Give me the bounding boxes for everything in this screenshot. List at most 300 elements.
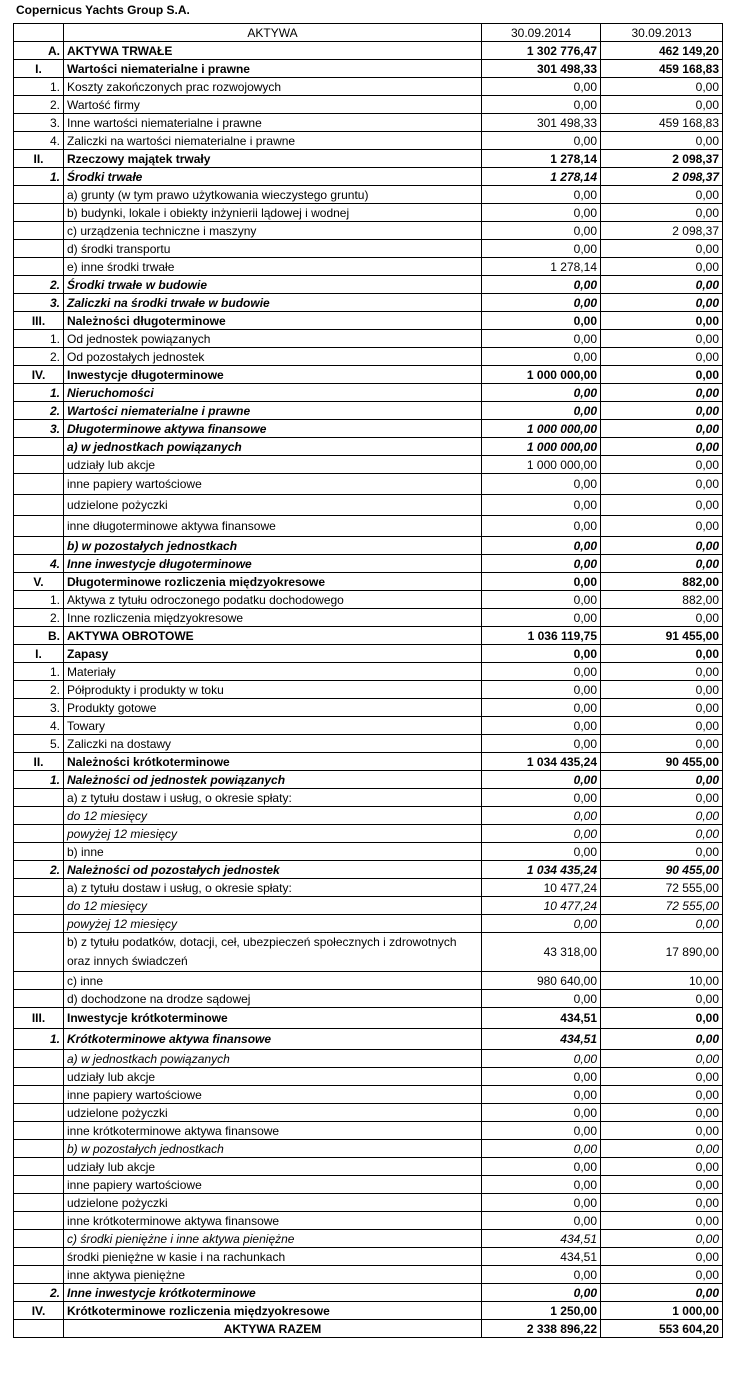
value-2013: 0,00 [601,78,723,96]
total-2013: 553 604,20 [601,1320,723,1338]
table-row [14,735,723,753]
value-2014: 0,00 [482,276,601,294]
row-number [14,1266,64,1284]
row-number [14,879,64,897]
row-number [14,474,64,495]
value-2014: 0,00 [482,330,601,348]
table-row [14,591,723,609]
row-number [14,204,64,222]
row-label: b) inne [64,843,482,861]
value-2014: 0,00 [482,1140,601,1158]
value-2013: 0,00 [601,825,723,843]
value-2013: 0,00 [601,681,723,699]
table-row [14,438,723,456]
row-number [14,258,64,276]
row-number: 3. [14,699,64,717]
table-row [14,933,723,972]
row-number [14,1050,64,1068]
row-number: I. [14,645,64,663]
value-2013: 0,00 [601,1008,723,1029]
value-2014: 10 477,24 [482,879,601,897]
row-label: Środki trwałe w budowie [64,276,482,294]
row-label: Inne wartości niematerialne i prawne [64,114,482,132]
row-label: Środki trwałe [64,168,482,186]
table-row [14,1140,723,1158]
row-label: Aktywa z tytułu odroczonego podatku dochodowego [64,591,482,609]
value-2013: 90 455,00 [601,753,723,771]
value-2013: 0,00 [601,402,723,420]
row-number: II. [14,753,64,771]
value-2014: 43 318,00 [482,933,601,972]
value-2014: 0,00 [482,915,601,933]
value-2013: 882,00 [601,591,723,609]
row-number: B. [14,627,64,645]
table-row [14,330,723,348]
row-number: 3. [14,294,64,312]
value-2014: 0,00 [482,516,601,537]
value-2013: 0,00 [601,807,723,825]
table-row [14,1248,723,1266]
value-2014: 434,51 [482,1248,601,1266]
value-2013: 0,00 [601,1230,723,1248]
table-row [14,366,723,384]
row-label: inne aktywa pieniężne [64,1266,482,1284]
table-row [14,717,723,735]
value-2014: 0,00 [482,807,601,825]
row-label: inne długoterminowe aktywa finansowe [64,516,482,537]
value-2014: 1 000 000,00 [482,456,601,474]
value-2013: 0,00 [601,1266,723,1284]
row-label: Należności długoterminowe [64,312,482,330]
value-2013: 0,00 [601,1086,723,1104]
value-2014: 1 278,14 [482,258,601,276]
row-number: 1. [14,663,64,681]
table-row [14,420,723,438]
value-2014: 1 278,14 [482,168,601,186]
row-label: Należności od jednostek powiązanych [64,771,482,789]
value-2013: 0,00 [601,735,723,753]
row-label: Długoterminowe aktywa finansowe [64,420,482,438]
table-row [14,96,723,114]
value-2013: 0,00 [601,474,723,495]
table-row [14,645,723,663]
row-number [14,1194,64,1212]
table-row [14,78,723,96]
row-number: 3. [14,114,64,132]
value-2014: 0,00 [482,717,601,735]
value-2014: 10 477,24 [482,897,601,915]
row-number: 1. [14,78,64,96]
value-2013: 0,00 [601,1140,723,1158]
value-2014: 1 000 000,00 [482,366,601,384]
row-number: 1. [14,168,64,186]
value-2013: 0,00 [601,312,723,330]
row-label: Inne inwestycje krótkoterminowe [64,1284,482,1302]
row-number: 3. [14,420,64,438]
row-label: udzielone pożyczki [64,1104,482,1122]
row-number: V. [14,573,64,591]
row-number [14,1068,64,1086]
table-row [14,495,723,516]
value-2014: 0,00 [482,240,601,258]
row-label: c) urządzenia techniczne i maszyny [64,222,482,240]
table-row [14,42,723,60]
table-row [14,186,723,204]
value-2013: 0,00 [601,1194,723,1212]
value-2014: 434,51 [482,1008,601,1029]
row-number [14,915,64,933]
value-2014: 1 000 000,00 [482,438,601,456]
row-label: Wartości niematerialne i prawne [64,60,482,78]
table-row [14,60,723,78]
value-2014: 0,00 [482,1212,601,1230]
table-row [14,1029,723,1050]
table-row [14,807,723,825]
row-label: inne papiery wartościowe [64,1176,482,1194]
value-2014: 980 640,00 [482,972,601,990]
row-label: udzielone pożyczki [64,1194,482,1212]
value-2014: 0,00 [482,681,601,699]
row-number [14,516,64,537]
table-row [14,240,723,258]
value-2014: 1 036 119,75 [482,627,601,645]
row-label: udzielone pożyczki [64,495,482,516]
value-2013: 2 098,37 [601,222,723,240]
table-row [14,990,723,1008]
row-label: powyżej 12 miesięcy [64,825,482,843]
value-2013: 0,00 [601,1284,723,1302]
row-label: Wartość firmy [64,96,482,114]
table-row [14,972,723,990]
row-number: IV. [14,1302,64,1320]
value-2014: 301 498,33 [482,114,601,132]
row-label: c) środki pieniężne i inne aktywa pieniężne [64,1230,482,1248]
row-number: 2. [14,609,64,627]
row-label: Produkty gotowe [64,699,482,717]
total-label: AKTYWA RAZEM [64,1320,482,1338]
row-label: inne papiery wartościowe [64,474,482,495]
table-row [14,663,723,681]
table-row [14,1086,723,1104]
row-label: Koszty zakończonych prac rozwojowych [64,78,482,96]
row-number [14,438,64,456]
table-row [14,753,723,771]
row-label: do 12 miesięcy [64,807,482,825]
row-label: d) środki transportu [64,240,482,258]
row-number [14,456,64,474]
table-row [14,168,723,186]
value-2014: 0,00 [482,1086,601,1104]
row-label: Długoterminowe rozliczenia międzyokresowe [64,573,482,591]
row-label: Inwestycje długoterminowe [64,366,482,384]
value-2014: 0,00 [482,78,601,96]
table-row [14,276,723,294]
table-row [14,573,723,591]
value-2014: 1 302 776,47 [482,42,601,60]
value-2013: 0,00 [601,663,723,681]
value-2014: 0,00 [482,573,601,591]
value-2014: 0,00 [482,825,601,843]
row-label: Należności od pozostałych jednostek [64,861,482,879]
row-label: Zaliczki na wartości niematerialne i prawne [64,132,482,150]
value-2013: 72 555,00 [601,879,723,897]
value-2014: 0,00 [482,1194,601,1212]
total-row [14,1320,723,1338]
row-number: 1. [14,330,64,348]
row-label: środki pieniężne w kasie i na rachunkach [64,1248,482,1266]
table-row [14,843,723,861]
row-label: Rzeczowy majątek trwały [64,150,482,168]
value-2013: 0,00 [601,1029,723,1050]
row-number [14,240,64,258]
table-row [14,555,723,573]
row-number: 2. [14,348,64,366]
table-row [14,132,723,150]
row-label: Inne inwestycje długoterminowe [64,555,482,573]
value-2013: 0,00 [601,1104,723,1122]
row-number [14,1248,64,1266]
value-2014: 0,00 [482,294,601,312]
table-row [14,861,723,879]
value-2014: 0,00 [482,990,601,1008]
value-2013: 0,00 [601,990,723,1008]
row-label: do 12 miesięcy [64,897,482,915]
table-row [14,456,723,474]
value-2013: 0,00 [601,186,723,204]
row-number: I. [14,60,64,78]
row-number: 4. [14,555,64,573]
company-name: Copernicus Yachts Group S.A. [16,3,190,17]
value-2013: 0,00 [601,1248,723,1266]
row-number [14,843,64,861]
table-row [14,825,723,843]
value-2013: 0,00 [601,384,723,402]
header-2014: 30.09.2014 [482,24,601,42]
row-number: 4. [14,717,64,735]
table-row [14,516,723,537]
table-row [14,609,723,627]
row-number: IV. [14,366,64,384]
row-number [14,1122,64,1140]
table-row [14,348,723,366]
row-label: Towary [64,717,482,735]
row-label: d) dochodzone na drodze sądowej [64,990,482,1008]
row-number: 1. [14,591,64,609]
value-2014: 0,00 [482,609,601,627]
row-number [14,933,64,972]
row-number: 4. [14,132,64,150]
value-2013: 0,00 [601,1158,723,1176]
value-2013: 0,00 [601,1176,723,1194]
value-2013: 0,00 [601,366,723,384]
value-2013: 459 168,83 [601,60,723,78]
header-no-cell [14,24,64,42]
total-no-cell [14,1320,64,1338]
row-number [14,1140,64,1158]
value-2013: 0,00 [601,1212,723,1230]
row-number [14,537,64,555]
row-label: Krótkoterminowe rozliczenia międzyokresowe [64,1302,482,1320]
row-number [14,1086,64,1104]
value-2013: 0,00 [601,240,723,258]
table-row [14,312,723,330]
row-label: a) w jednostkach powiązanych [64,1050,482,1068]
value-2013: 0,00 [601,537,723,555]
value-2014: 0,00 [482,843,601,861]
row-number [14,222,64,240]
value-2014: 301 498,33 [482,60,601,78]
row-label: inne krótkoterminowe aktywa finansowe [64,1212,482,1230]
table-row [14,1050,723,1068]
value-2014: 434,51 [482,1029,601,1050]
value-2013: 17 890,00 [601,933,723,972]
value-2013: 0,00 [601,699,723,717]
row-number: 2. [14,1284,64,1302]
row-label: Zaliczki na środki trwałe w budowie [64,294,482,312]
table-row [14,789,723,807]
value-2014: 0,00 [482,771,601,789]
row-label: powyżej 12 miesięcy [64,915,482,933]
value-2014: 1 034 435,24 [482,753,601,771]
value-2013: 1 000,00 [601,1302,723,1320]
value-2013: 0,00 [601,789,723,807]
value-2013: 0,00 [601,276,723,294]
value-2014: 434,51 [482,1230,601,1248]
row-number [14,1104,64,1122]
row-number [14,1230,64,1248]
value-2014: 0,00 [482,645,601,663]
value-2014: 0,00 [482,555,601,573]
table-row [14,1176,723,1194]
value-2013: 0,00 [601,438,723,456]
row-label: b) budynki, lokale i obiekty inżynierii lądowej i wodnej [64,204,482,222]
table-row [14,1212,723,1230]
row-number: 2. [14,96,64,114]
row-label: Materiały [64,663,482,681]
table-row [14,681,723,699]
value-2013: 0,00 [601,1068,723,1086]
value-2014: 0,00 [482,495,601,516]
row-label: Od jednostek powiązanych [64,330,482,348]
row-number [14,789,64,807]
value-2014: 0,00 [482,204,601,222]
table-row [14,294,723,312]
value-2013: 0,00 [601,420,723,438]
row-number [14,897,64,915]
value-2013: 10,00 [601,972,723,990]
row-label: Półprodukty i produkty w toku [64,681,482,699]
table-row [14,204,723,222]
row-label: Należności krótkoterminowe [64,753,482,771]
row-label: a) grunty (w tym prawo użytkowania wieczystego gruntu) [64,186,482,204]
row-number: III. [14,1008,64,1029]
value-2013: 0,00 [601,645,723,663]
value-2013: 0,00 [601,717,723,735]
value-2014: 0,00 [482,1050,601,1068]
table-header-row [14,24,723,42]
table-row [14,897,723,915]
table-row [14,1266,723,1284]
value-2013: 0,00 [601,495,723,516]
row-number: 5. [14,735,64,753]
table-row [14,1194,723,1212]
row-label: Krótkoterminowe aktywa finansowe [64,1029,482,1050]
value-2013: 0,00 [601,555,723,573]
value-2014: 0,00 [482,1176,601,1194]
row-number [14,990,64,1008]
table-row [14,402,723,420]
value-2013: 72 555,00 [601,897,723,915]
value-2013: 90 455,00 [601,861,723,879]
value-2014: 0,00 [482,789,601,807]
value-2014: 0,00 [482,1266,601,1284]
value-2013: 882,00 [601,573,723,591]
value-2013: 462 149,20 [601,42,723,60]
value-2013: 0,00 [601,771,723,789]
row-number: 1. [14,771,64,789]
row-label: Inne rozliczenia międzyokresowe [64,609,482,627]
value-2014: 0,00 [482,186,601,204]
value-2013: 0,00 [601,348,723,366]
value-2014: 0,00 [482,222,601,240]
value-2014: 0,00 [482,132,601,150]
table-row [14,474,723,495]
value-2013: 0,00 [601,96,723,114]
value-2014: 0,00 [482,1104,601,1122]
row-number: II. [14,150,64,168]
row-number: A. [14,42,64,60]
table-row [14,915,723,933]
row-number [14,825,64,843]
row-number: 2. [14,861,64,879]
row-number [14,807,64,825]
row-label: e) inne środki trwałe [64,258,482,276]
row-label: b) w pozostałych jednostkach [64,1140,482,1158]
row-label: Od pozostałych jednostek [64,348,482,366]
value-2014: 0,00 [482,474,601,495]
row-label: b) w pozostałych jednostkach [64,537,482,555]
value-2013: 0,00 [601,915,723,933]
value-2014: 1 250,00 [482,1302,601,1320]
table-row [14,258,723,276]
row-number: 2. [14,681,64,699]
row-label: a) z tytułu dostaw i usług, o okresie spłaty: [64,789,482,807]
table-row [14,150,723,168]
row-number [14,495,64,516]
row-number: 2. [14,402,64,420]
value-2013: 0,00 [601,258,723,276]
row-label: b) z tytułu podatków, dotacji, ceł, ubezpieczeń społecznych i zdrowotnych oraz innych świadczeń [64,933,482,972]
row-label: inne papiery wartościowe [64,1086,482,1104]
value-2014: 1 000 000,00 [482,420,601,438]
row-number [14,972,64,990]
row-number: III. [14,312,64,330]
value-2013: 2 098,37 [601,150,723,168]
balance-sheet-table [13,23,723,1338]
row-label: AKTYWA OBROTOWE [64,627,482,645]
table-row [14,1008,723,1029]
row-label: a) z tytułu dostaw i usług, o okresie spłaty: [64,879,482,897]
row-label: udziały lub akcje [64,1158,482,1176]
table-row [14,114,723,132]
table-row [14,537,723,555]
value-2014: 0,00 [482,663,601,681]
row-label: Nieruchomości [64,384,482,402]
row-label: c) inne [64,972,482,990]
value-2013: 0,00 [601,330,723,348]
value-2014: 0,00 [482,384,601,402]
row-label: inne krótkoterminowe aktywa finansowe [64,1122,482,1140]
